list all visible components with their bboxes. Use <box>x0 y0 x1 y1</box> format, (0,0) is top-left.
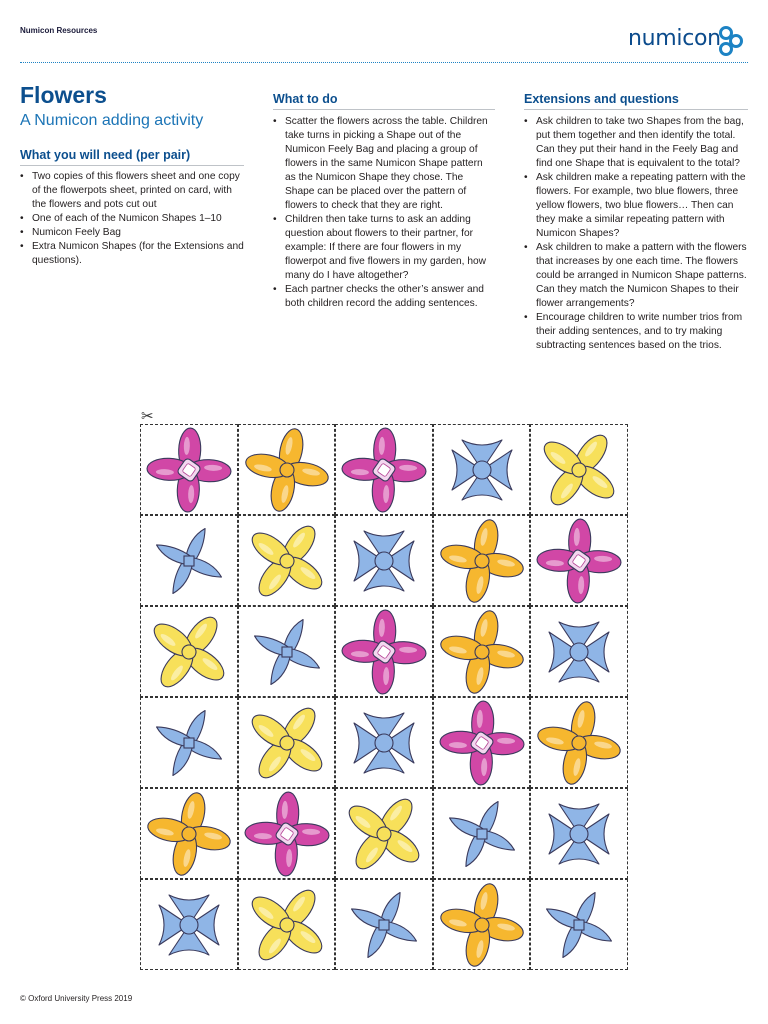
flower-card-blue-pinwheel <box>140 515 238 606</box>
flower-card-pink <box>433 697 531 788</box>
blue-pinwheel-flower-icon <box>142 517 236 605</box>
yellow-flower-icon <box>240 426 334 514</box>
blue-bow-flower-icon <box>435 426 529 514</box>
flower-card-pink <box>335 606 433 697</box>
what-to-do-heading: What to do <box>273 92 495 110</box>
blue-bow-flower-icon <box>337 699 431 787</box>
flower-card-yellow <box>433 879 531 970</box>
flower-card-pink <box>530 515 628 606</box>
list-item: • Each partner checks the other’s answer and both children record the adding sentences. <box>273 283 495 311</box>
pink-flower-icon <box>435 699 529 787</box>
flower-card-yellow-pale <box>238 879 336 970</box>
flower-card-yellow <box>238 424 336 515</box>
list-item: • Two copies of this flowers sheet and one copy of the flowerpots sheet, printed on card, with the flowers and pots cut out <box>20 170 245 212</box>
blue-pinwheel-flower-icon <box>532 881 626 969</box>
pink-flower-icon <box>240 790 334 878</box>
blue-pinwheel-flower-icon <box>337 881 431 969</box>
flower-card-blue-pinwheel <box>140 697 238 788</box>
flower-card-pink <box>335 424 433 515</box>
needs-heading: What you will need (per pair) <box>20 148 244 166</box>
flower-card-yellow <box>433 606 531 697</box>
yellow-pale-flower-icon <box>240 699 334 787</box>
flower-card-yellow <box>433 515 531 606</box>
yellow-flower-icon <box>435 517 529 605</box>
yellow-pale-flower-icon <box>532 426 626 514</box>
yellow-pale-flower-icon <box>142 608 236 696</box>
pink-flower-icon <box>142 426 236 514</box>
numicon-logo-icon <box>714 24 748 58</box>
extensions-list <box>524 115 748 353</box>
yellow-pale-flower-icon <box>337 790 431 878</box>
yellow-pale-flower-icon <box>240 881 334 969</box>
flower-card-pink <box>238 788 336 879</box>
flower-card-blue-bow <box>530 606 628 697</box>
blue-bow-flower-icon <box>337 517 431 605</box>
blue-bow-flower-icon <box>532 790 626 878</box>
list-item: • Ask children make a repeating pattern with the flowers. For example, two blue flowers, three yellow flowers, two blue flowers… Then can they make a similar repeating pattern with Numicon Shapes? <box>524 171 748 241</box>
list-item: • Scatter the flowers across the table. Children take turns in picking a Shape out of the Numicon Feely Bag and placing a group of flowers in the same Numicon Shape pattern as the Numicon Shape they chose. The Shape can be placed over the pattern of flowers to check that they are right. <box>273 115 495 213</box>
flower-card-blue-pinwheel <box>335 879 433 970</box>
pink-flower-icon <box>532 517 626 605</box>
flower-cutout-grid <box>140 424 628 970</box>
list-item: • Encourage children to write number trios from their adding sentences, and to try making subtracting sentences based on the trios. <box>524 311 748 353</box>
flower-card-blue-bow <box>433 424 531 515</box>
flower-card-pink <box>140 424 238 515</box>
extensions-heading: Extensions and questions <box>524 92 748 110</box>
list-item: • One of each of the Numicon Shapes 1–10 <box>20 212 245 226</box>
blue-pinwheel-flower-icon <box>435 790 529 878</box>
resource-series-label: Numicon Resources <box>20 26 98 35</box>
blue-bow-flower-icon <box>142 881 236 969</box>
pink-flower-icon <box>337 608 431 696</box>
flower-card-blue-pinwheel <box>433 788 531 879</box>
yellow-flower-icon <box>532 699 626 787</box>
flower-card-blue-bow <box>140 879 238 970</box>
numicon-logo <box>628 22 748 62</box>
yellow-flower-icon <box>435 881 529 969</box>
blue-pinwheel-flower-icon <box>142 699 236 787</box>
blue-pinwheel-flower-icon <box>240 608 334 696</box>
page-title: Flowers <box>20 82 107 108</box>
copyright-footer: © Oxford University Press 2019 <box>20 994 133 1003</box>
needs-list <box>20 170 245 268</box>
logo-wordmark: numicon <box>628 26 721 51</box>
blue-bow-flower-icon <box>532 608 626 696</box>
yellow-pale-flower-icon <box>240 517 334 605</box>
flower-card-blue-pinwheel <box>530 879 628 970</box>
flower-card-yellow <box>140 788 238 879</box>
flower-card-yellow-pale <box>530 424 628 515</box>
list-item: • Extra Numicon Shapes (for the Extensions and questions). <box>20 240 245 268</box>
flower-card-yellow-pale <box>140 606 238 697</box>
page-subtitle: A Numicon adding activity <box>20 112 204 129</box>
header-divider <box>20 62 748 63</box>
list-item: • Numicon Feely Bag <box>20 226 245 240</box>
flower-card-blue-bow <box>335 697 433 788</box>
flower-card-yellow-pale <box>238 515 336 606</box>
flower-card-yellow-pale <box>335 788 433 879</box>
flower-card-yellow <box>530 697 628 788</box>
list-item: • Children then take turns to ask an adding question about flowers to their partner, for example: If there are four flowers in my flowerpot and five flowers in my garden, how many do I have altogether? <box>273 213 495 283</box>
list-item: • Ask children to make a pattern with the flowers that increases by one each time. The flowers could be arranged in Numicon Shape patterns. Can they match the Numicon Shapes to their flower arrangements? <box>524 241 748 311</box>
flower-card-yellow-pale <box>238 697 336 788</box>
yellow-flower-icon <box>435 608 529 696</box>
flower-card-blue-bow <box>335 515 433 606</box>
what-to-do-list <box>273 115 495 311</box>
flower-card-blue-pinwheel <box>238 606 336 697</box>
yellow-flower-icon <box>142 790 236 878</box>
pink-flower-icon <box>337 426 431 514</box>
flower-card-blue-bow <box>530 788 628 879</box>
scissors-icon: ✂ <box>141 408 154 425</box>
list-item: • Ask children to take two Shapes from the bag, put them together and then identify the total. Can they put their hand in the Feely Bag and find one Shape that is equivalent to the total? <box>524 115 748 171</box>
